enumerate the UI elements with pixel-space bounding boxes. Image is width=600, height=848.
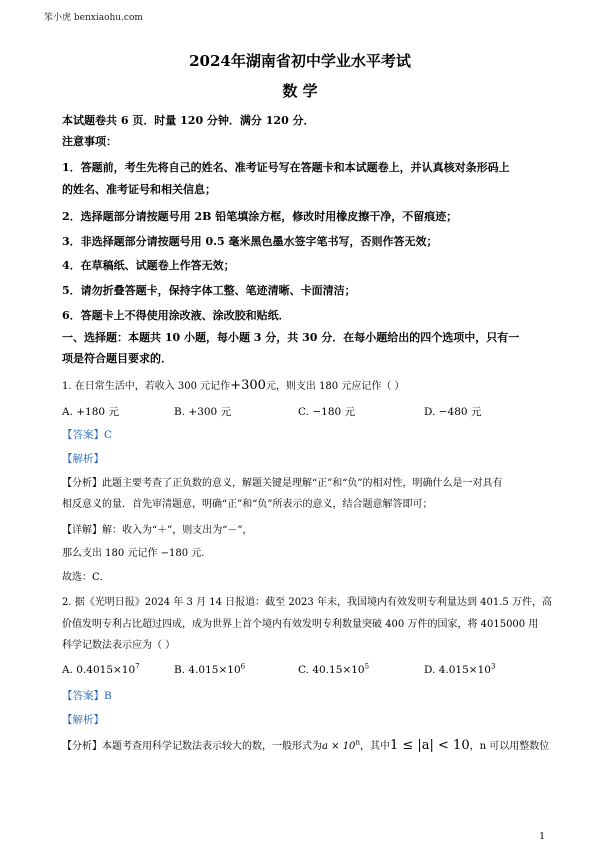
q2-option-c-base: 40.15×10 — [312, 664, 365, 676]
q2-option-b-base: 4.015×10 — [188, 664, 241, 676]
exam-subject: 数 学 — [282, 82, 318, 100]
q2-option-d-base: 4.015×10 — [438, 664, 491, 676]
q1-detail-line: 【详解】解：收入为“＋”，则支出为“－”， — [62, 525, 253, 536]
q2-option-b — [174, 664, 245, 676]
q2-option-c — [298, 664, 369, 676]
q2-answer: 【答案】B — [62, 690, 112, 702]
q1-option-b: B. +300 元 — [174, 406, 232, 418]
q1-analysis-line: 【分析】此题主要考查了正负数的意义，解题关键是理解“正”和“负”的相对性，明确什么是一对具有 — [62, 478, 503, 489]
q2-option-a-base: 0.4015×10 — [76, 664, 136, 676]
q1-option-a: A. +180 元 — [62, 406, 119, 418]
q2-option-b-exp: 6 — [240, 662, 246, 671]
note-line: 2．选择题部分请按题号用 2B 铅笔填涂方框，修改时用橡皮擦干净，不留痕迹； — [62, 210, 458, 223]
q1-choice: 故选：C． — [62, 572, 110, 583]
q2-option-b-label: B. — [174, 664, 186, 676]
q2-option-a — [62, 664, 140, 676]
q1-analysis-line: 相反意义的量．首先审清题意，明确“正”和“负”所表示的意义，结合题意解答即可； — [62, 499, 433, 510]
note-line: 6．答题卡上不得使用涂改液、涂改胶和贴纸． — [62, 309, 290, 322]
q2-option-d — [424, 664, 495, 676]
note-line: 1．答题前，考生先将自己的姓名、准考证号写在答题卡和本试题卷上，并认真核对条形码上 — [62, 161, 510, 174]
q1-detail-line: 那么支出 180 元记作 −180 元． — [62, 548, 212, 559]
q1-option-c: C. −180 元 — [298, 406, 356, 418]
q2-option-d-label: D. — [424, 664, 436, 676]
exam-info: 本试题卷共 6 页．时量 120 分钟．满分 120 分． — [62, 114, 315, 127]
q2-stem-line: 科学记数法表示应为（ ） — [62, 640, 176, 651]
exam-title: 2024年湖南省初中学业水平考试 — [189, 52, 411, 70]
q1-stem-a: 1. 在日常生活中，若收入 300 元记作 — [62, 381, 231, 392]
q1-stem-c: 元，则支出 180 元应记作（ ） — [265, 381, 405, 392]
q2-analysis-c: ，n 可以用整数位 — [469, 741, 550, 752]
q2-analysis-form: a × 10 — [322, 741, 356, 752]
section-heading: 一、选择题：本题共 10 小题，每小题 3 分，共 30 分．在每小题给出的四个选项中，只有一 — [62, 331, 520, 344]
q2-option-a-exp: 7 — [135, 662, 140, 671]
q2-analysis-line — [62, 738, 549, 755]
section-heading-cont: 项是符合题目要求的． — [62, 352, 172, 365]
q2-option-c-exp: 5 — [364, 662, 370, 671]
note-line: 4．在草稿纸、试题卷上作答无效； — [62, 259, 235, 272]
note-line: 5．请勿折叠答题卡，保持字体工整、笔迹清晰、卡面清洁； — [62, 284, 356, 297]
q2-analysis-form-exp: n — [355, 738, 360, 747]
q2-option-a-label: A. — [62, 664, 73, 676]
q1-stem-value: +300 — [230, 378, 266, 393]
q2-option-c-label: C. — [298, 664, 309, 676]
header-watermark: 笨小虎 benxiaohu.com — [44, 13, 143, 23]
q1-analysis-tag: 【解析】 — [62, 453, 104, 465]
note-line: 3．非选择题部分请按题号用 0.5 毫米黑色墨水签字笔书写，否则作答无效； — [62, 235, 438, 248]
q2-analysis-a: 【分析】本题考查用科学记数法表示较大的数，一般形式为 — [62, 741, 322, 752]
q2-stem-line: 价值发明专利占比超过四成，成为世界上首个境内有效发明专利数量突破 400 万件的国家，将 4015000 用 — [62, 619, 539, 630]
page-number: 1 — [539, 832, 545, 842]
q2-analysis-tag: 【解析】 — [62, 714, 104, 726]
note-line: 的姓名、准考证号和相关信息； — [62, 183, 216, 196]
question-1-stem — [62, 378, 405, 395]
q2-option-d-exp: 3 — [490, 662, 496, 671]
q1-option-d: D. −480 元 — [424, 406, 482, 418]
notes-heading: 注意事项： — [62, 135, 117, 148]
q2-analysis-b: ，其中 — [359, 741, 390, 752]
q2-analysis-inequality: 1 ≤ |a| < 10 — [389, 738, 470, 753]
q1-answer: 【答案】C — [62, 429, 113, 441]
q2-stem-line: 2. 据《光明日报》2024 年 3 月 14 日报道：截至 2023 年末，我国境内有效发明专利量达到 401.5 万件，高 — [62, 597, 552, 608]
